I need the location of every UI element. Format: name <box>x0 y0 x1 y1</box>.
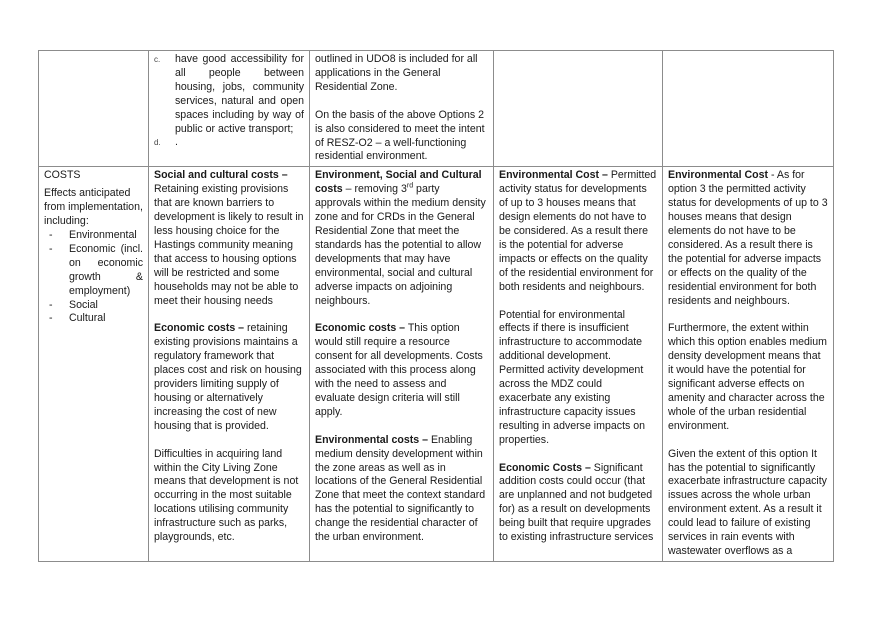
paragraph-environmental-cost <box>499 169 657 294</box>
paragraph-social-costs <box>154 169 304 308</box>
body-text: – removing 3 <box>342 183 407 196</box>
paragraph-esc-costs <box>315 169 488 308</box>
body-text: - As for option 3 the permitted activity status for developments of up to 3 houses means that design elements do not have to be considered. As a result there is the potential for adverse impacts or effects on the quality of the residential environment for both residents and neighbours. <box>668 169 828 307</box>
heading-esc-costs: Environment, Social and Cultural costs <box>315 169 482 196</box>
heading-environmental-cost: Environmental Cost <box>668 169 769 182</box>
paragraph: outlined in UDO8 is included for all applications in the General Residential Zone. <box>315 53 478 93</box>
body-text: This option would still require a resource consent for all developments. Costs associated with this process along with the need to assess and evaluate design criteria will still apply. <box>315 322 483 418</box>
cell-option1-costs <box>149 167 310 562</box>
cell-option3-costs <box>494 167 663 562</box>
list-marker: d. <box>154 138 161 148</box>
body-text: Retaining existing provisions that are known barriers to development is likely to result in less housing choice for the Hastings community meaning that access to housing options will be restricted and some households may not be able to meet their housing needs <box>154 183 304 307</box>
cell-option2-continuation <box>310 51 494 167</box>
cell-option1-continuation <box>149 51 310 167</box>
body-text: Enabling medium density development within the zone areas as well as in locations of the General Residential Zone that meet the context standard has the potential to significantly to change the residential character of the urban environment. <box>315 433 486 544</box>
heading-social-cultural-costs: Social and cultural costs – <box>154 169 288 182</box>
cell-option4-empty <box>663 51 834 167</box>
list-item: - Cultural <box>69 312 143 326</box>
effects-list <box>44 229 143 326</box>
heading-environmental-costs: Environmental costs – <box>315 433 429 446</box>
list-item: - Economic (incl. on economic growth & employment) <box>69 243 143 299</box>
paragraph-economic-costs <box>499 462 657 545</box>
heading-economic-costs: Economic Costs – <box>499 461 591 474</box>
cell-option4-costs <box>663 167 834 562</box>
costs-evaluation-table <box>38 50 834 562</box>
list-item-d <box>154 136 304 150</box>
body-text: retaining existing provisions maintains a regulatory framework that places cost and risk on housing providers limiting supply of housing or alternatively increasing the cost of new housing that is provided. <box>154 322 302 432</box>
table-row-continuation <box>39 51 834 167</box>
list-item: - Environmental <box>69 229 143 243</box>
cell-option3-empty <box>494 51 663 167</box>
costs-heading: COSTS <box>44 169 81 182</box>
list-marker: c. <box>154 55 161 64</box>
paragraph: On the basis of the above Options 2 is also considered to meet the intent of RESZ-O2 – a well-functioning residential environment. <box>315 108 485 163</box>
list-item: - Social <box>69 299 143 313</box>
body-text: party approvals within the medium density zone and for CRDs in the General Residential Zone that meet the standards has the potential to allow developments that may have environmental, social and cultural adverse impacts on adjoining neighbours. <box>315 183 486 307</box>
paragraph-land-difficulties: Difficulties in acquiring land within the City Living Zone means that development is not occurring in the most suitable locations utilising community infrastructure such as parks, playgrounds, etc. <box>154 447 299 544</box>
table-row-costs <box>39 167 834 562</box>
paragraph-environmental-cost <box>668 169 828 308</box>
heading-economic-costs: Economic costs – <box>315 322 406 335</box>
costs-intro: Effects anticipated from implementation, including: <box>44 187 143 228</box>
heading-economic-costs: Economic costs – <box>154 322 245 335</box>
paragraph-extent: Furthermore, the extent within which this option enables medium density development means that it would have the potential for significant adverse effects on amenity and character across the whole of the urban residential environment. <box>668 322 827 432</box>
paragraph-economic-costs <box>315 322 488 419</box>
list-item-text: have good accessibility for all people between housing, jobs, community services, natural and open spaces including by way of public or active transport; <box>175 53 304 135</box>
body-text: Permitted activity status for developments of up to 3 houses means that design elements do not have to be considered. As a result there is the potential for adverse impacts or effects on the quality of the residential environment for both residents and neighbours. <box>499 169 657 293</box>
alpha-list <box>154 53 304 150</box>
paragraph-environmental-costs <box>315 434 488 545</box>
list-item-c <box>154 53 304 136</box>
superscript: rd <box>406 182 414 190</box>
body-text: Significant addition costs could occur (that are unplanned and not budgeted for) as a result on developments being built that require upgrades to existing infrastructure services <box>499 461 654 544</box>
cell-label-empty <box>39 51 149 167</box>
heading-environmental-cost: Environmental Cost – <box>499 169 608 182</box>
cell-costs-label <box>39 167 149 562</box>
cell-option2-costs <box>310 167 494 562</box>
paragraph-infrastructure: Potential for environmental effects if there is insufficient infrastructure to accommodate additional development. Permitted activity development across the MDZ could exacerbate any existing infrastructure capacity issues resulting in adverse impacts on properties. <box>499 308 646 446</box>
paragraph-economic-costs <box>154 322 304 433</box>
paragraph-infrastructure-extent: Given the extent of this option It has the potential to significantly exacerbate infrastructure capacity issues across the whole urban environment extent. As a result it could lead to failure of existing services in rain events with wastewater overflows as a <box>668 447 827 557</box>
list-item-text: . <box>175 136 178 149</box>
